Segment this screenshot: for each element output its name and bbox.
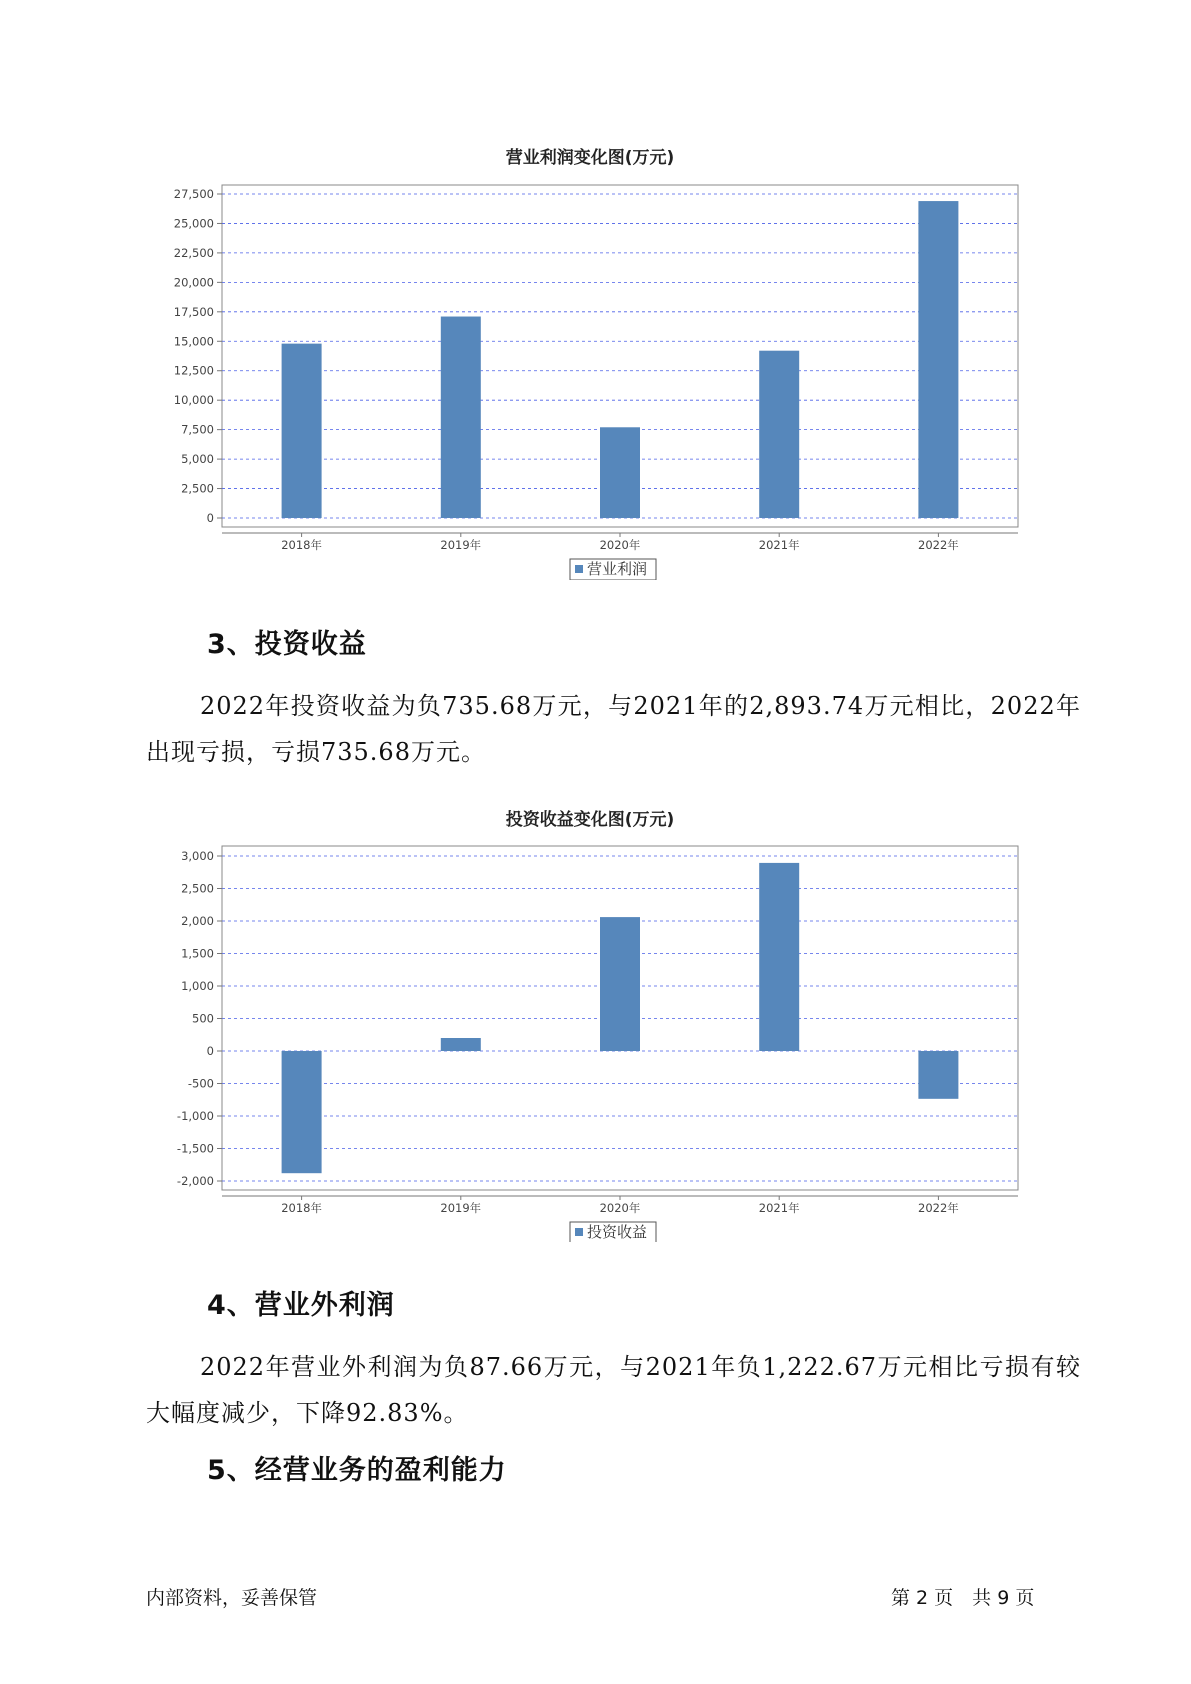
operating-profit-chart-svg <box>150 140 1030 580</box>
x-tick-label: 2021年 <box>758 538 800 552</box>
x-tick-label: 2022年 <box>918 1201 959 1215</box>
bar <box>600 917 640 1051</box>
y-tick-label: -1,000 <box>176 1109 214 1123</box>
x-tick-label: 2018年 <box>281 1201 322 1215</box>
y-tick-label: 0 <box>206 1044 214 1058</box>
bar <box>600 427 640 518</box>
operating-profit-chart <box>150 140 1030 590</box>
x-tick-label: 2021年 <box>758 1201 800 1215</box>
x-tick-label: 2019年 <box>440 1201 482 1215</box>
bar <box>441 1038 481 1051</box>
non-operating-profit-paragraph <box>146 1344 1081 1436</box>
y-tick-label: -500 <box>187 1076 214 1091</box>
investment-income-chart-svg <box>150 802 1030 1242</box>
y-tick-label: 25,000 <box>173 216 214 231</box>
y-tick-label: 2,500 <box>181 481 214 496</box>
legend-label: 投资收益 <box>587 1223 648 1241</box>
bar <box>759 351 799 518</box>
y-tick-label: -2,000 <box>176 1174 214 1188</box>
y-tick-label: -1,500 <box>176 1141 214 1156</box>
footer-confidential-note: 内部资料，妥善保管 <box>146 1587 318 1609</box>
y-tick-label: 12,500 <box>173 363 214 378</box>
investment-income-paragraph <box>146 683 1081 775</box>
section-heading-non-operating-profit: 4、营业外利润 <box>207 1290 395 1321</box>
footer-page-number: 第 2 页 共 9 页 <box>891 1587 1035 1609</box>
bar <box>918 201 958 518</box>
y-tick-label: 17,500 <box>173 304 214 319</box>
x-tick-label: 2019年 <box>440 538 482 552</box>
legend-label: 营业利润 <box>587 560 648 578</box>
bar <box>759 863 799 1051</box>
investment-income-chart <box>150 802 1030 1252</box>
y-tick-label: 1,000 <box>181 979 214 993</box>
x-tick-label: 2020年 <box>599 538 641 552</box>
paragraph-text: 2022年投资收益为负735.68万元，与2021年的2,893.74万元相比，2022年出现亏损，亏损735.68万元。 <box>146 692 1081 766</box>
y-tick-label: 7,500 <box>181 422 214 437</box>
y-tick-label: 20,000 <box>173 275 214 290</box>
x-tick-label: 2022年 <box>918 538 959 552</box>
paragraph-text: 2022年营业外利润为负87.66万元，与2021年负1,222.67万元相比亏损有较大幅度减少，下降92.83%。 <box>146 1353 1081 1427</box>
y-tick-label: 500 <box>192 1011 214 1026</box>
y-tick-label: 15,000 <box>173 334 214 349</box>
legend-swatch <box>575 565 583 573</box>
y-tick-label: 0 <box>206 511 214 525</box>
x-tick-label: 2018年 <box>281 538 322 552</box>
chart-title: 投资收益变化图(万元) <box>505 810 675 830</box>
y-tick-label: 1,500 <box>181 946 214 961</box>
y-tick-label: 22,500 <box>173 245 214 260</box>
bar <box>282 344 322 518</box>
y-tick-label: 10,000 <box>173 393 214 408</box>
legend-swatch <box>575 1228 583 1236</box>
section-heading-investment-income: 3、投资收益 <box>207 629 367 660</box>
y-tick-label: 27,500 <box>173 187 214 201</box>
section-heading-operating-profitability: 5、经营业务的盈利能力 <box>207 1455 507 1486</box>
bar <box>918 1051 958 1099</box>
y-tick-label: 2,000 <box>181 914 214 928</box>
y-tick-label: 5,000 <box>181 452 214 467</box>
bar <box>441 317 481 518</box>
bar <box>282 1051 322 1173</box>
x-tick-label: 2020年 <box>599 1201 641 1215</box>
chart-title: 营业利润变化图(万元) <box>505 148 675 168</box>
y-tick-label: 3,000 <box>181 849 214 863</box>
y-tick-label: 2,500 <box>181 881 214 896</box>
